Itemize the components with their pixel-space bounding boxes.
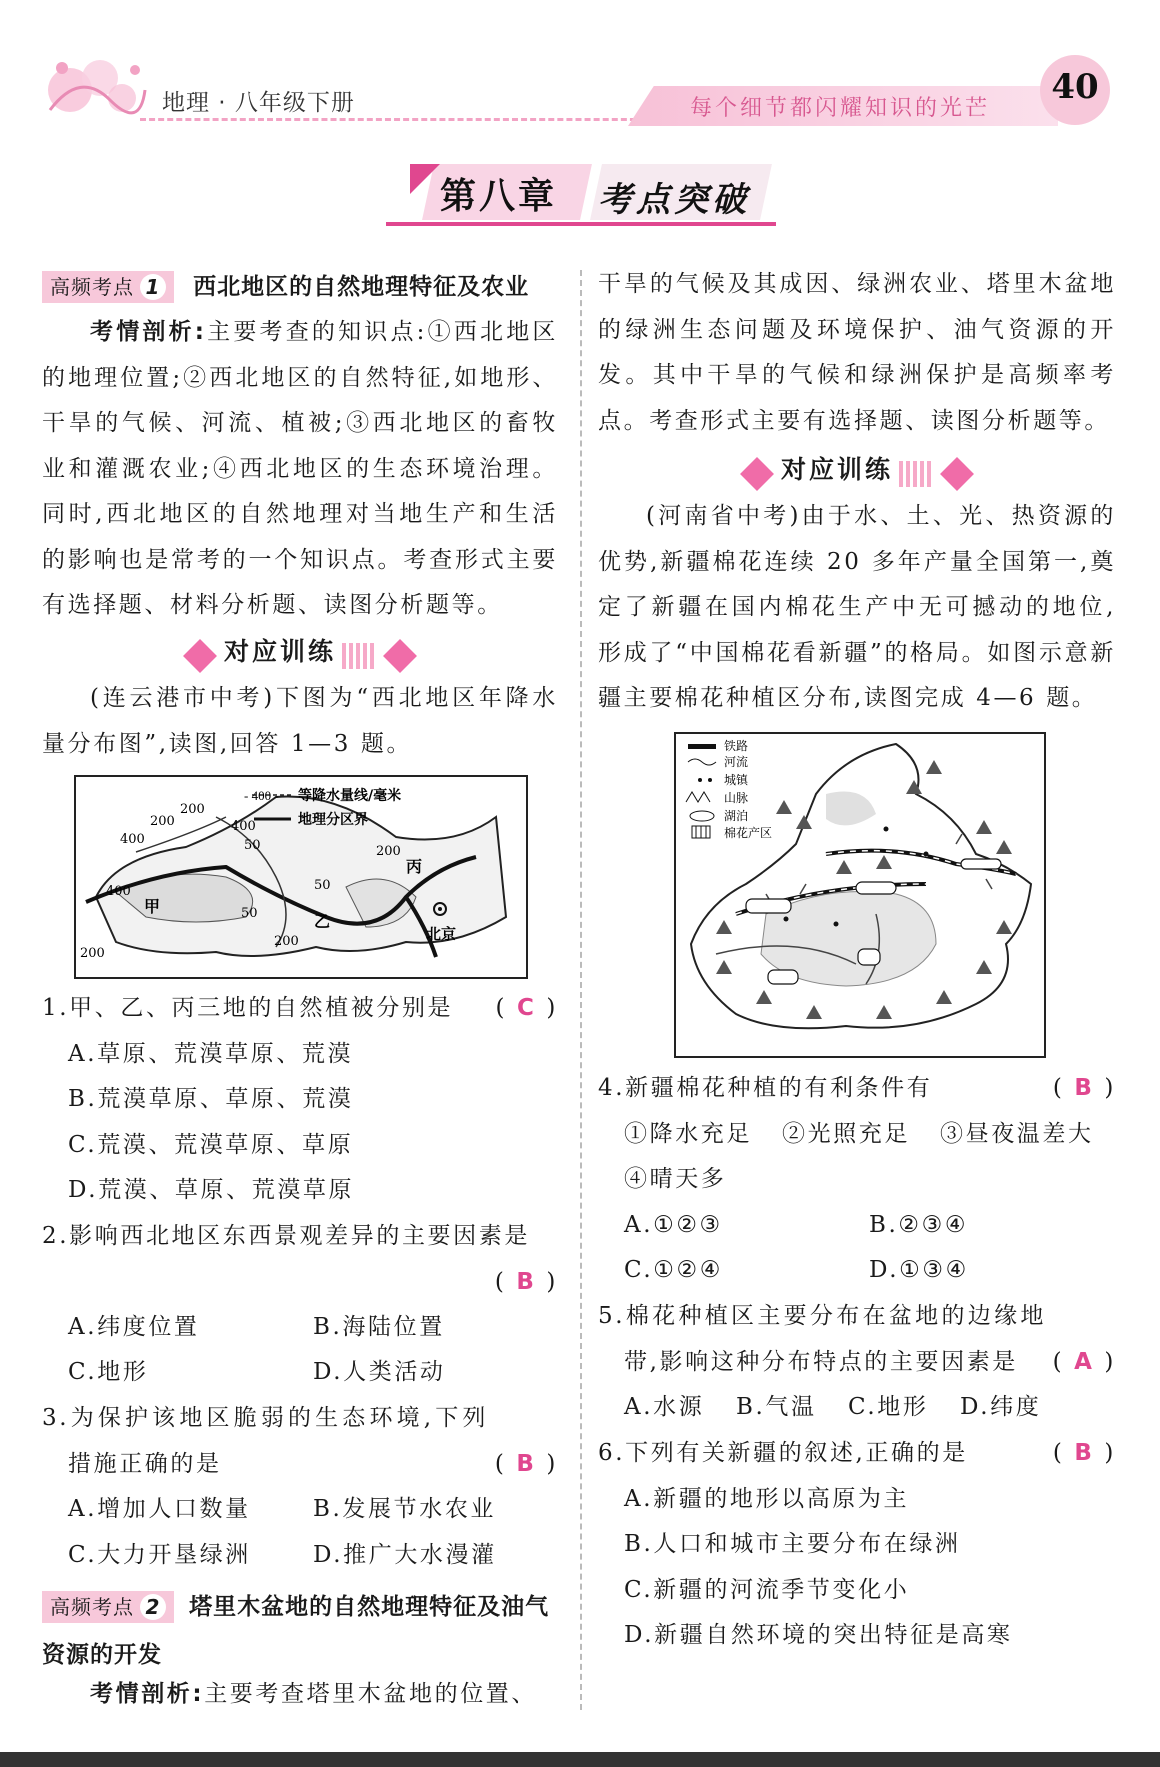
answer-3: B	[516, 1450, 537, 1477]
option: A.草原、荒漠草原、荒漠	[68, 1040, 354, 1067]
northwest-precipitation-map	[74, 775, 528, 979]
answer-5: A	[1074, 1348, 1095, 1375]
header-dashed-line	[140, 118, 645, 121]
condition-item: ①降水充足	[624, 1120, 752, 1147]
question-3: 3.为保护该地区脆弱的生态环境,下列措施正确的是 ( B ) A.增加人口数量 B.发展节水农业 C.大力开垦绿洲 D.推广大水漫灌	[42, 1396, 558, 1578]
section2-training-heading: 对应训练	[598, 450, 1116, 487]
legend-lake: 湖泊	[724, 809, 749, 823]
question-5: 5.棉花种植区主要分布在盆地的边缘地带,影响这种分布特点的主要因素是 ( A ) A.水源 B.气温 C.地形 D.纬度	[598, 1294, 1116, 1431]
map-label-beijing: 北京	[426, 925, 457, 943]
chapter-underline	[386, 222, 776, 226]
section1-tag: 高频考点 1	[42, 271, 174, 303]
diamond-icon	[183, 639, 217, 673]
section1-intro: (连云港市中考)下图为“西北地区年降水量分布图”,读图,回答 1—3 题。	[42, 685, 558, 757]
bottom-edge-bar	[0, 1752, 1160, 1767]
option: A.①②③	[624, 1211, 723, 1238]
section2-intro: (河南省中考)由于水、土、光、热资源的优势,新疆棉花连续 20 多年产量全国第一,奠定了新疆在国内棉花生产中无可撼动的地位,形成了“中国棉花看新疆”的格局。如图示意新疆主要棉花种植区分布,读图完成 4—6 题。	[598, 503, 1116, 711]
page-number: 40	[1051, 67, 1099, 107]
section2-title: 塔里木盆地的自然地理特征及油气资源的开发	[42, 1594, 550, 1668]
map-label: 50	[314, 878, 331, 893]
section1-training-heading: 对应训练	[42, 632, 558, 669]
section1-analysis: 考情剖析:主要考查的知识点:①西北地区的地理位置;②西北地区的自然特征,如地形、干旱的气候、河流、植被;③西北地区的畜牧业和灌溉农业;④西北地区的生态环境治理。同时,西北地区的自然地理对当地生产和生活的影响也是常考的一个知识点。考查形式主要有选择题、材料分析题、读图分析题等。	[42, 319, 558, 618]
option: C.①②④	[624, 1257, 723, 1283]
map-label: 400	[106, 884, 131, 899]
option: D.人类活动	[313, 1359, 446, 1385]
map-label: 200	[150, 814, 175, 829]
chapter-number: 第八章	[440, 175, 558, 217]
section2-heading	[42, 1584, 558, 1680]
map-label: 200	[274, 934, 299, 949]
stripe-icon	[342, 643, 376, 669]
column-divider	[580, 270, 582, 1710]
option: D.纬度	[960, 1394, 1042, 1420]
map-label-yi: 乙	[314, 912, 331, 931]
option: C.大力开垦绿洲	[68, 1541, 251, 1568]
flower-ornament-icon	[40, 40, 150, 130]
option: B.②③④	[869, 1211, 969, 1238]
map-legend-isoline-sample: - 400 -	[244, 788, 279, 803]
stripe-icon	[899, 461, 933, 487]
option: C.地形	[848, 1394, 929, 1420]
diamond-icon	[740, 457, 774, 491]
option: C.新疆的河流季节变化小	[624, 1576, 910, 1603]
option: D.荒漠、草原、荒漠草原	[68, 1177, 355, 1203]
map-label-jia: 甲	[144, 897, 161, 916]
option: A.水源	[624, 1394, 705, 1420]
chapter-triangle-icon	[410, 164, 440, 194]
section2-tag: 高频考点 2	[42, 1591, 174, 1623]
option: A.增加人口数量	[68, 1496, 251, 1522]
map-label: 50	[244, 838, 261, 853]
question-1: 1.甲、乙、丙三地的自然植被分别是 ( C ) A.草原、荒漠草原、荒漠 B.荒漠草原、草原、荒漠 C.荒漠、荒漠草原、草原 D.荒漠、草原、荒漠草原	[42, 986, 558, 1214]
option: B.人口和城市主要分布在绿洲	[624, 1531, 961, 1557]
legend-river: 河流	[724, 755, 749, 769]
option: A.新疆的地形以高原为主	[624, 1485, 910, 1512]
chapter-title: 考点突破	[598, 180, 750, 220]
diamond-icon	[940, 457, 974, 491]
map-label: 400	[231, 819, 256, 834]
map-label: 50	[241, 906, 258, 921]
header-subject: 地理 · 八年级下册	[162, 90, 355, 116]
map-label: 200	[376, 844, 401, 859]
legend-cotton-area: 棉花产区	[724, 826, 773, 840]
section1-heading	[42, 268, 558, 303]
question-6: 6.下列有关新疆的叙述,正确的是 ( B ) A.新疆的地形以高原为主 B.人口和城市主要分布在绿洲 C.新疆的河流季节变化小 D.新疆自然环境的突出特征是高寒	[598, 1431, 1116, 1659]
map-legend-boundary: 地理分区界	[298, 812, 368, 828]
option: A.纬度位置	[68, 1313, 200, 1340]
condition-item: ③昼夜温差大	[940, 1120, 1094, 1147]
section1-title: 西北地区的自然地理特征及农业	[193, 274, 530, 300]
map-label: 200	[180, 802, 205, 817]
map-label: 400	[120, 832, 145, 847]
header-slogan: 每个细节都闪耀知识的光芒	[690, 96, 991, 121]
question-4: 4.新疆棉花种植的有利条件有 ( B ) ①降水充足 ②光照充足 ③昼夜温差大 ④晴天多 A.①②③ B.②③④ C.①②④ D.①③④	[598, 1066, 1116, 1294]
option: B.荒漠草原、草原、荒漠	[68, 1086, 354, 1112]
map-label: 200	[80, 946, 105, 961]
answer-4: B	[1074, 1075, 1095, 1101]
answer-6: B	[1074, 1440, 1095, 1466]
answer-1: C	[517, 995, 537, 1021]
option: D.新疆自然环境的突出特征是高寒	[624, 1622, 1013, 1648]
option: D.①③④	[869, 1257, 969, 1283]
answer-2: B	[516, 1268, 537, 1295]
xinjiang-cotton-map	[674, 732, 1046, 1058]
option: C.荒漠、荒漠草原、草原	[68, 1131, 354, 1158]
diamond-icon	[383, 639, 417, 673]
condition-item: ④晴天多	[624, 1166, 727, 1192]
legend-town: 城镇	[724, 773, 749, 787]
question-2: 2.影响西北地区东西景观差异的主要因素是 ( B ) A.纬度位置 B.海陆位置 C.地形 D.人类活动	[42, 1214, 558, 1396]
map-label-bing: 丙	[406, 857, 423, 876]
map-legend-isoline: 等降水量线/毫米	[298, 788, 402, 804]
legend-mountain: 山脉	[724, 791, 749, 805]
condition-item: ②光照充足	[782, 1120, 910, 1147]
option: B.海陆位置	[313, 1313, 445, 1340]
section2-analysis-cont: 干旱的气候及其成因、绿洲农业、塔里木盆地的绿洲生态问题及环境保护、油气资源的开发。其中干旱的气候和绿洲保护是高频率考点。考查形式主要有选择题、读图分析题等。	[598, 271, 1116, 434]
option: B.发展节水农业	[313, 1496, 497, 1522]
option: B.气温	[736, 1394, 817, 1420]
section2-analysis-start: 考情剖析:主要考查塔里木盆地的位置、	[90, 1681, 538, 1707]
option: C.地形	[68, 1359, 149, 1385]
option: D.推广大水漫灌	[313, 1541, 497, 1568]
legend-railway: 铁路	[724, 739, 749, 753]
